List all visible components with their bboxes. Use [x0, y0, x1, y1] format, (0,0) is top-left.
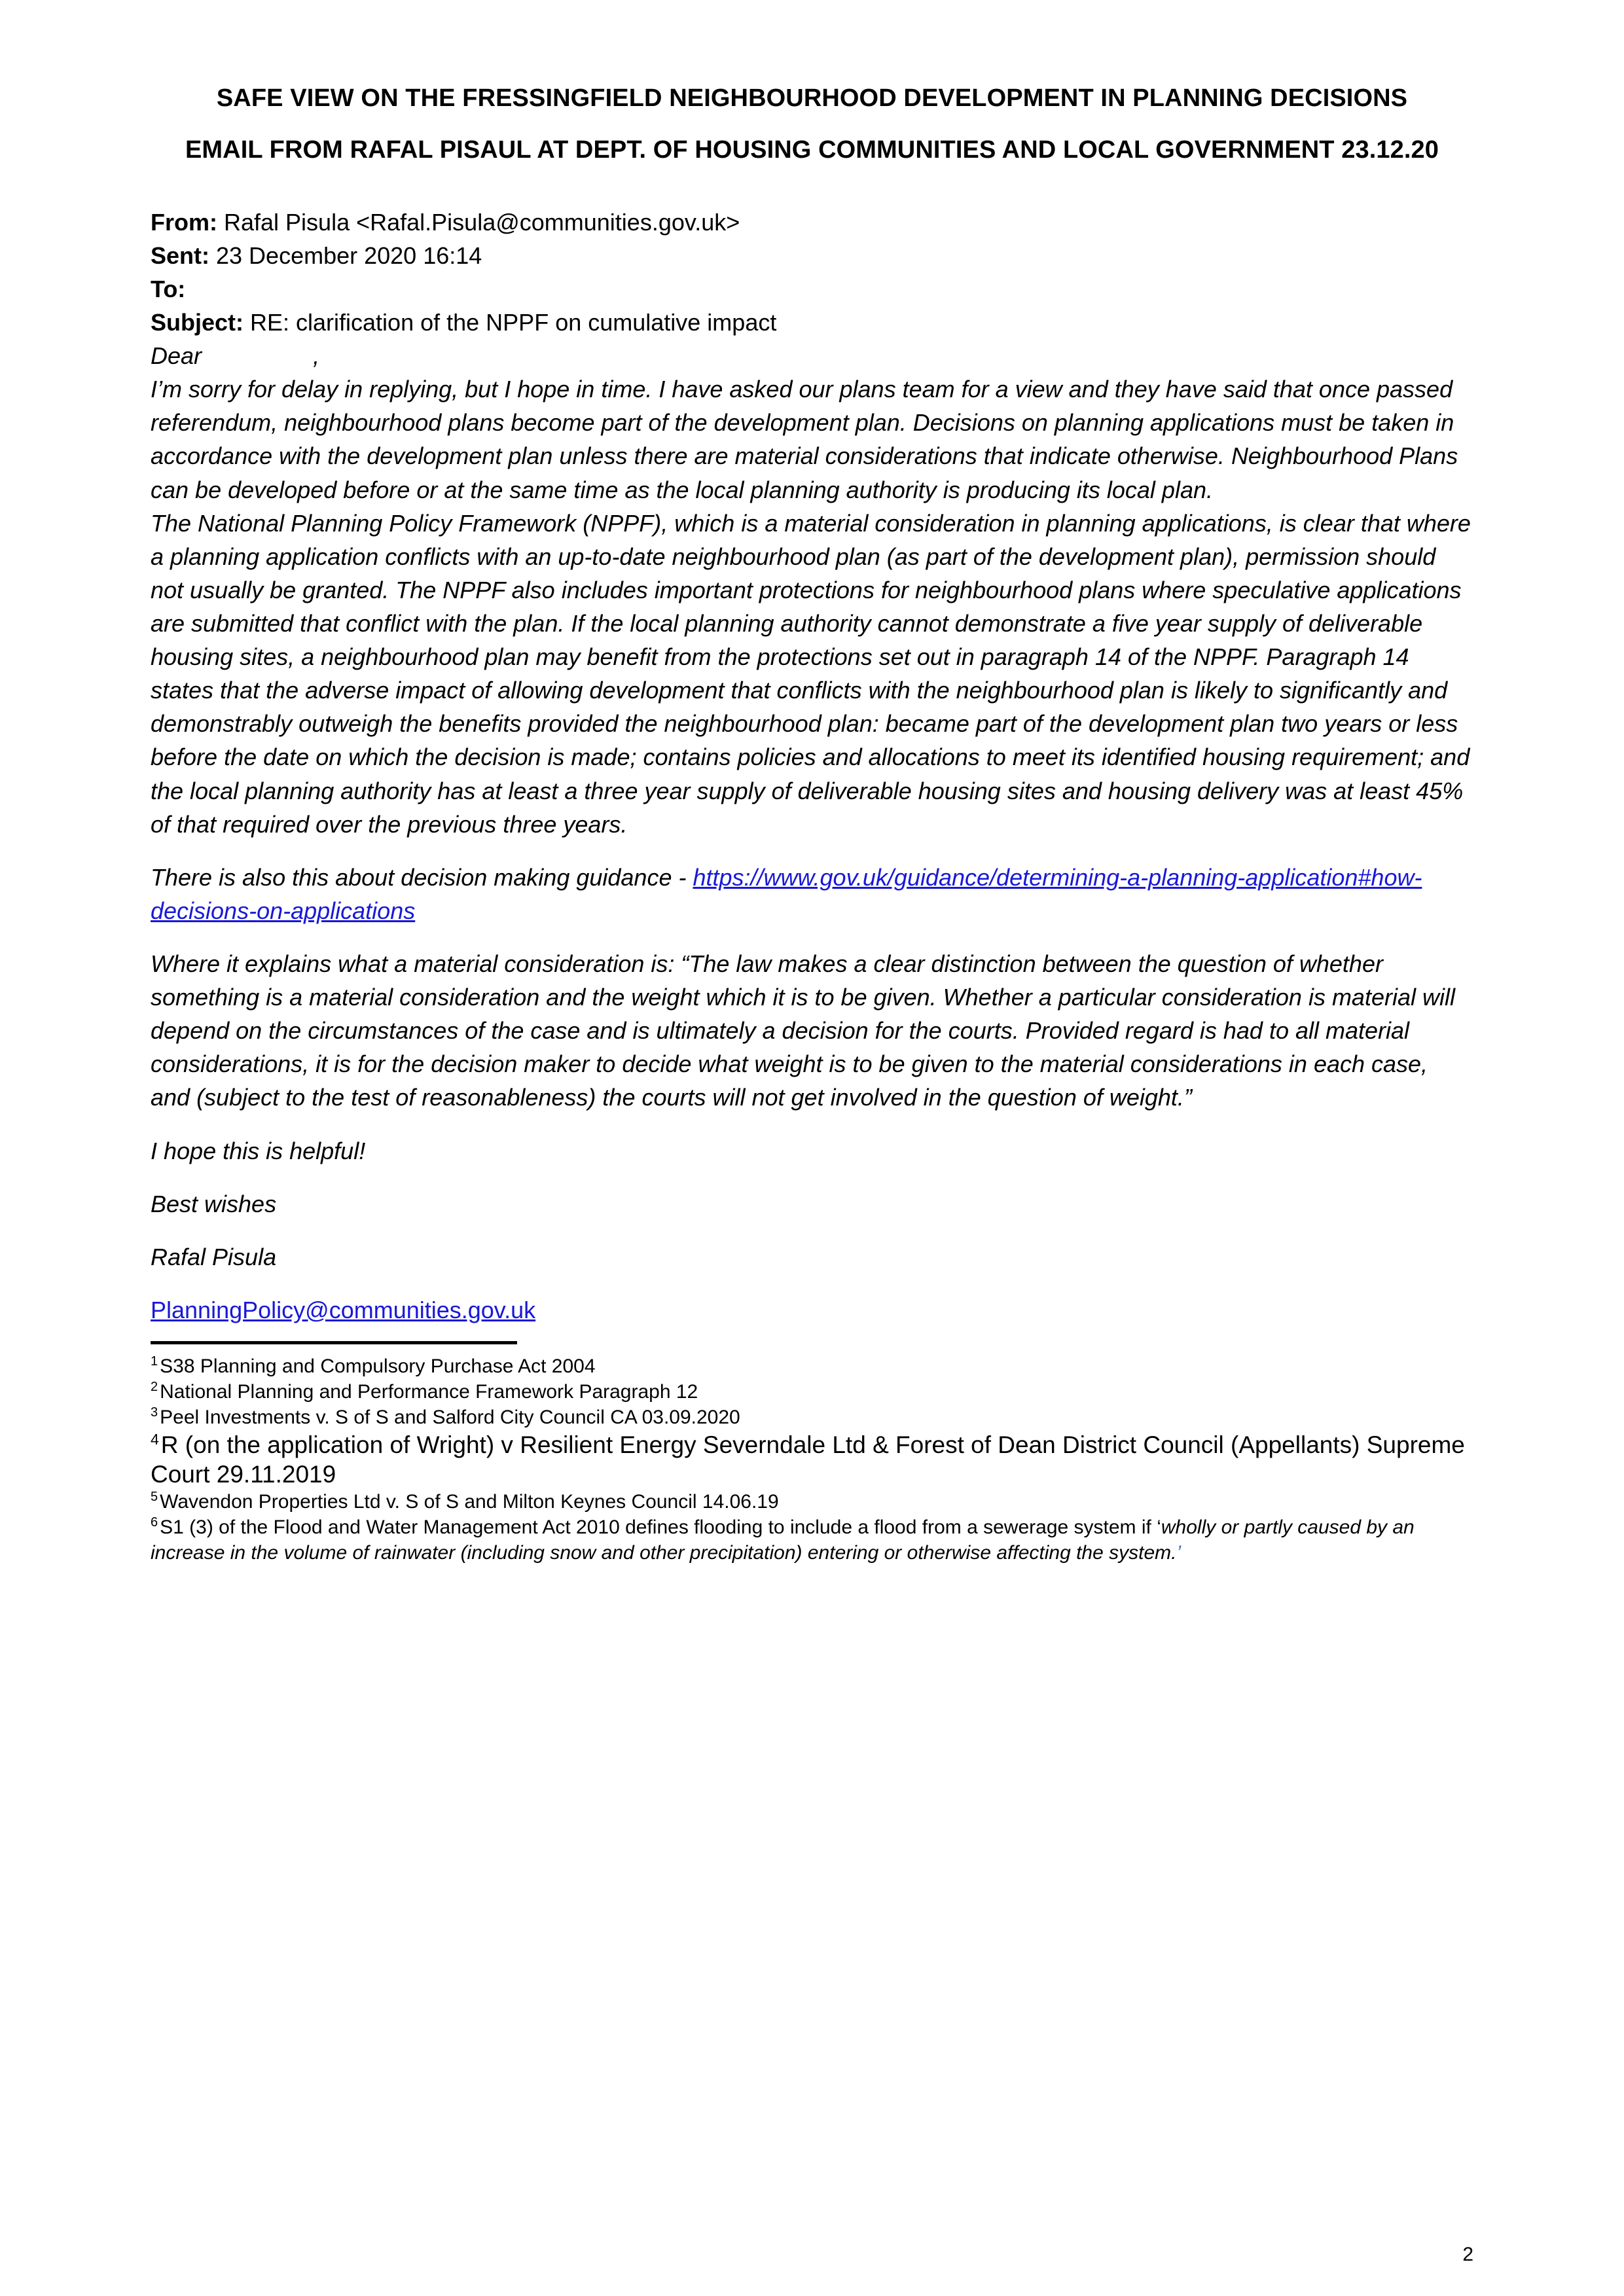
best-wishes-line: Best wishes [151, 1190, 277, 1217]
body-paragraph-2: The National Planning Policy Framework (NPPF), which is a material consideration in planning applications, is clear that where a planning application conflicts with an up-to-date neighbourhood plan (as part of the development plan), permission should not usually be granted. The NPPF also includes important protections for neighbourhood plans where speculative applications are submitted that conflict with the plan. If the local planning authority cannot demonstrate a five year supply of deliverable housing sites, a neighbourhood plan may benefit from the protections set out in paragraph 14 of the NPPF. Paragraph 14 states that the adverse impact of allowing development that conflicts with the neighbourhood plan is likely to significantly and demonstrably outweigh the benefits provided the neighbourhood plan: became part of the development plan two years or less before the date on which the decision is made; contains policies and allocations to meet its identified housing requirement; and the local planning authority has at least a three year supply of deliverable housing sites and housing delivery was at least 45% of that required over the previous three years. [151, 509, 1471, 838]
salutation: Dear , [151, 342, 320, 370]
signature-name: Rafal Pisula [151, 1243, 277, 1270]
signature-email-row [151, 1293, 1473, 1327]
email-subject-label: Subject: [151, 308, 244, 336]
footnote-3 [151, 1405, 1473, 1430]
email-sent-label: Sent: [151, 242, 209, 269]
email-from-label: From: [151, 208, 217, 236]
email-from-row [151, 206, 1473, 239]
footnote-6-text-italic: wholly or partly caused by an increase in the volume of rainwater (including snow and other precipitation) entering or otherwise affecting the system. [151, 1516, 1415, 1564]
footnote-separator [151, 1341, 517, 1344]
footnote-3-marker: 3 [151, 1405, 158, 1420]
email-from-value: Rafal Pisula <Rafal.Pisula@communities.gov.uk> [217, 208, 740, 236]
body-paragraph-1: I’m sorry for delay in replying, but I hope in time. I have asked our plans team for a view and they have said that once passed referendum, neighbourhood plans become part of the development plan. Decisions on planning applications must be taken in accordance with the development plan unless there are material considerations that indicate otherwise. Neighbourhood Plans can be developed before or at the same time as the local planning authority is producing its local plan. [151, 376, 1458, 503]
document-subtitle: EMAIL FROM RAFAL PISAUL AT DEPT. OF HOUSING COMMUNITIES AND LOCAL GOVERNMENT 23.12.20 [185, 135, 1439, 164]
footnote-5-text: Wavendon Properties Ltd v. S of S and Milton Keynes Council 14.06.19 [160, 1491, 779, 1513]
body-paragraph-3: Where it explains what a material consideration is: “The law makes a clear distinction between the question of whether something is a material consideration and the weight which it is to be given. Whether a particular consideration is material will depend on the circumstances of the case and is ultimately a decision for the courts. Provided regard is had to all material considerations, it is for the decision maker to decide what weight is to be given to the material considerations in each case, and (subject to the test of reasonableness) the courts will not get involved in the question of weight.” [151, 950, 1455, 1111]
footnote-1 [151, 1354, 1473, 1379]
email-sent-row [151, 239, 1473, 272]
footnote-4 [151, 1430, 1473, 1489]
footnote-4-text: R (on the application of Wright) v Resilient Energy Severndale Ltd & Forest of Dean District Council (Appellants) Supreme Court 29.11.2019 [151, 1431, 1465, 1488]
footnote-5-marker: 5 [151, 1490, 158, 1505]
signature-email-link[interactable]: PlanningPolicy@communities.gov.uk [151, 1296, 536, 1323]
footnote-6-marker: 6 [151, 1515, 158, 1530]
footnote-1-text: S38 Planning and Compulsory Purchase Act 2004 [160, 1355, 596, 1377]
footnote-2-text: National Planning and Performance Framework Paragraph 12 [160, 1380, 698, 1403]
email-to-label: To: [151, 275, 186, 302]
footnote-6-close-quote: ’ [1176, 1542, 1182, 1564]
footnote-2 [151, 1379, 1473, 1405]
email-to-row [151, 272, 1473, 306]
email-sent-value: 23 December 2020 16:14 [209, 242, 482, 269]
closing-line: I hope this is helpful! [151, 1137, 366, 1164]
page-number: 2 [1462, 2244, 1473, 2265]
email-subject-row [151, 306, 1473, 339]
footnotes-block [151, 1354, 1473, 1566]
guidance-lead-in-text: There is also this about decision making guidance - [151, 863, 693, 891]
email-header-block [151, 206, 1473, 339]
footnote-6 [151, 1515, 1473, 1566]
guidance-link[interactable]: https://www.gov.uk/guidance/determining-a-planning-application#how-decisions-on-applications [151, 863, 1422, 924]
guidance-paragraph [151, 861, 1473, 927]
document-title: SAFE VIEW ON THE FRESSINGFIELD NEIGHBOURHOOD DEVELOPMENT IN PLANNING DECISIONS [216, 84, 1408, 112]
footnote-6-text-lead: S1 (3) of the Flood and Water Management Act 2010 defines flooding to include a flood from a sewerage system if ‘ [160, 1516, 1161, 1539]
footnote-4-marker: 4 [151, 1430, 159, 1448]
footnote-1-marker: 1 [151, 1354, 158, 1369]
footnote-3-text: Peel Investments v. S of S and Salford City Council CA 03.09.2020 [160, 1406, 740, 1428]
email-subject-value: RE: clarification of the NPPF on cumulative impact [244, 308, 777, 336]
footnote-5 [151, 1489, 1473, 1515]
footnote-2-marker: 2 [151, 1379, 158, 1394]
